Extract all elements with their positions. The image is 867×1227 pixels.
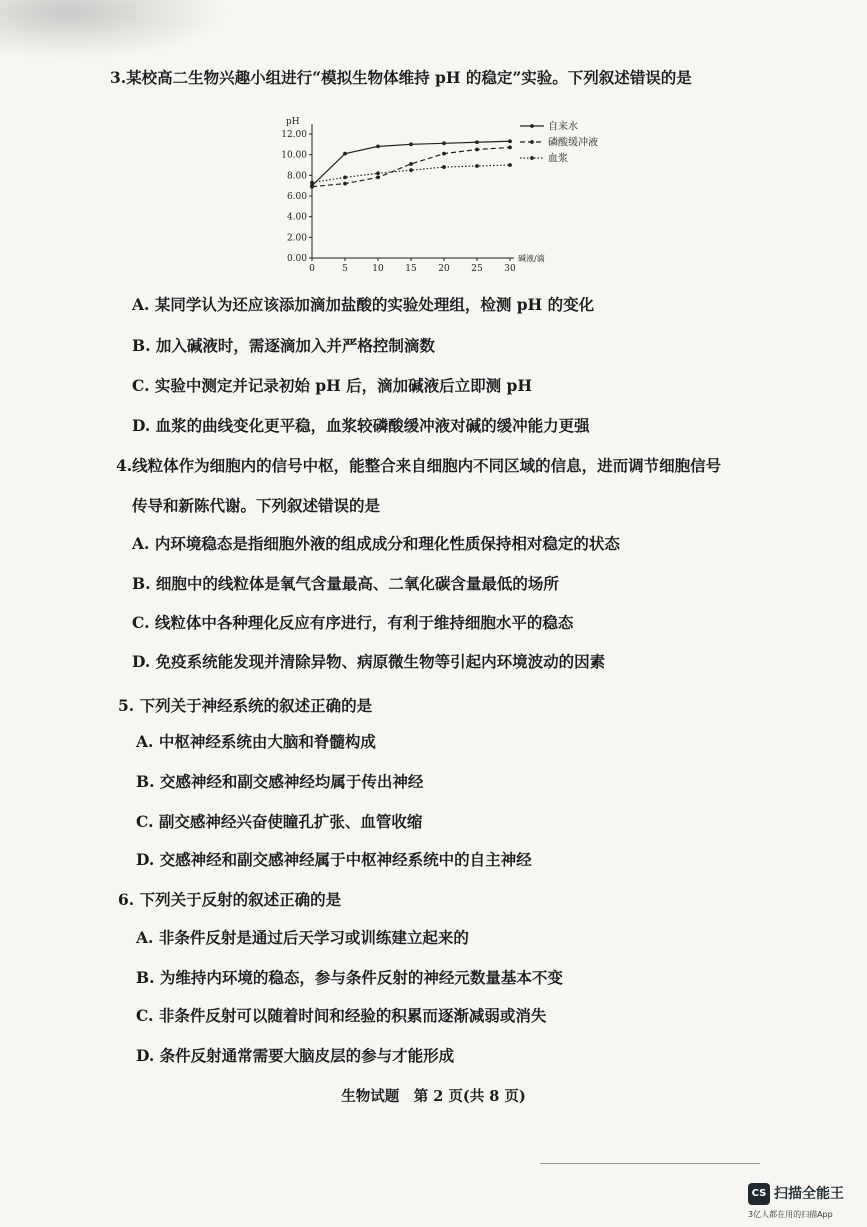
series-point-1 xyxy=(409,162,413,166)
q5-option-a: A. 中枢神经系统由大脑和脊髓构成 xyxy=(136,732,376,751)
y-tick-label: 10.00 xyxy=(281,150,307,161)
series-point-0 xyxy=(376,145,380,149)
y-tick-label: 0.00 xyxy=(286,254,307,264)
q3-option-d: D. 血浆的曲线变化更平稳，血浆较磷酸缓冲液对碱的缓冲能力更强 xyxy=(132,416,590,435)
series-point-0 xyxy=(343,152,347,156)
legend-label-2: 血浆 xyxy=(548,153,568,165)
q6-option-d: D. 条件反射通常需要大脑皮层的参与才能形成 xyxy=(136,1046,455,1065)
series-point-1 xyxy=(442,152,446,156)
q5-stem: 5. 下列关于神经系统的叙述正确的是 xyxy=(118,696,373,715)
y-tick-label: 12.00 xyxy=(281,130,307,140)
series-point-2 xyxy=(508,163,512,167)
series-point-0 xyxy=(442,141,446,145)
q6-stem: 6. 下列关于反射的叙述正确的是 xyxy=(118,890,342,909)
y-axis-label: pH xyxy=(286,117,300,127)
x-axis-label: 碱液/滴 xyxy=(518,254,545,263)
series-point-2 xyxy=(442,165,446,169)
camscanner-title: 扫描全能王 xyxy=(774,1186,844,1202)
series-point-1 xyxy=(310,185,314,189)
q5-option-c: C. 副交感神经兴奋使瞳孔扩张、血管收缩 xyxy=(136,812,423,831)
series-point-1 xyxy=(508,146,512,150)
q5-option-d: D. 交感神经和副交感神经属于中枢神经系统中的自主神经 xyxy=(136,850,532,869)
y-tick-label: 6.00 xyxy=(286,192,307,202)
series-line-1 xyxy=(312,147,510,186)
series-point-2 xyxy=(343,176,347,180)
series-point-1 xyxy=(475,148,479,152)
series-point-1 xyxy=(376,176,380,180)
legend-label-0: 自来水 xyxy=(548,121,578,133)
legend-marker-2 xyxy=(530,156,534,160)
x-tick-label: 25 xyxy=(471,264,483,274)
x-tick-label: 20 xyxy=(438,264,450,274)
camscanner-logo-icon: CS xyxy=(748,1183,770,1205)
q6-option-b: B. 为维持内环境的稳态，参与条件反射的神经元数量基本不变 xyxy=(136,968,563,987)
q6-option-c: C. 非条件反射可以随着时间和经验的积累而逐渐减弱或消失 xyxy=(136,1006,547,1025)
camscanner-subtitle: 3亿人都在用的扫描App xyxy=(748,1210,833,1219)
y-tick-label: 8.00 xyxy=(286,171,307,182)
y-tick-label: 2.00 xyxy=(286,233,307,244)
legend-label-1: 磷酸缓冲液 xyxy=(548,137,598,149)
x-tick-label: 5 xyxy=(342,264,348,274)
legend-marker-0 xyxy=(530,124,534,128)
q4-option-c: C. 线粒体中各种理化反应有序进行，有利于维持细胞水平的稳态 xyxy=(132,613,574,632)
q3-option-b: B. 加入碱液时，需逐滴加入并严格控制滴数 xyxy=(132,336,435,355)
q6-option-a: A. 非条件反射是通过后天学习或训练建立起来的 xyxy=(136,928,469,947)
footer-rule xyxy=(540,1163,760,1164)
series-point-2 xyxy=(310,181,314,185)
q4-stem-line1: 4.线粒体作为细胞内的信号中枢，能整合来自细胞内不同区域的信息，进而调节细胞信号 xyxy=(116,456,722,475)
scan-smudge xyxy=(0,0,230,60)
x-tick-label: 10 xyxy=(372,264,384,274)
y-tick-label: 4.00 xyxy=(286,212,307,223)
x-tick-label: 30 xyxy=(504,264,516,274)
series-line-2 xyxy=(312,165,510,183)
q4-option-d: D. 免疫系统能发现并清除异物、病原微生物等引起内环境波动的因素 xyxy=(132,652,606,671)
series-point-2 xyxy=(475,164,479,168)
q3-stem: 3.某校高二生物兴趣小组进行“模拟生物体维持 pH 的稳定”实验。下列叙述错误的是 xyxy=(110,68,692,87)
q3-option-c: C. 实验中测定并记录初始 pH 后，滴加碱液后立即测 pH xyxy=(132,376,533,395)
q4-option-a: A. 内环境稳态是指细胞外液的组成成分和理化性质保持相对稳定的状态 xyxy=(132,534,620,553)
q4-option-b: B. 细胞中的线粒体是氧气含量最高、二氧化碳含量最低的场所 xyxy=(132,574,559,593)
series-point-2 xyxy=(376,171,380,175)
series-point-0 xyxy=(508,139,512,143)
series-point-2 xyxy=(409,168,413,172)
series-point-1 xyxy=(343,182,347,186)
q4-stem-line2: 传导和新陈代谢。下列叙述错误的是 xyxy=(132,496,381,515)
x-tick-label: 0 xyxy=(309,264,315,274)
x-tick-label: 15 xyxy=(405,264,417,274)
q5-option-b: B. 交感神经和副交感神经均属于传出神经 xyxy=(136,772,424,791)
ph-chart xyxy=(270,108,630,278)
q3-option-a: A. 某同学认为还应该添加滴加盐酸的实验处理组，检测 pH 的变化 xyxy=(132,295,595,314)
series-point-0 xyxy=(409,142,413,146)
legend-marker-1 xyxy=(530,140,534,144)
page-footer: 生物试题 第 2 页(共 8 页) xyxy=(341,1088,526,1105)
series-point-0 xyxy=(475,140,479,144)
camscanner-badge xyxy=(748,1181,860,1223)
